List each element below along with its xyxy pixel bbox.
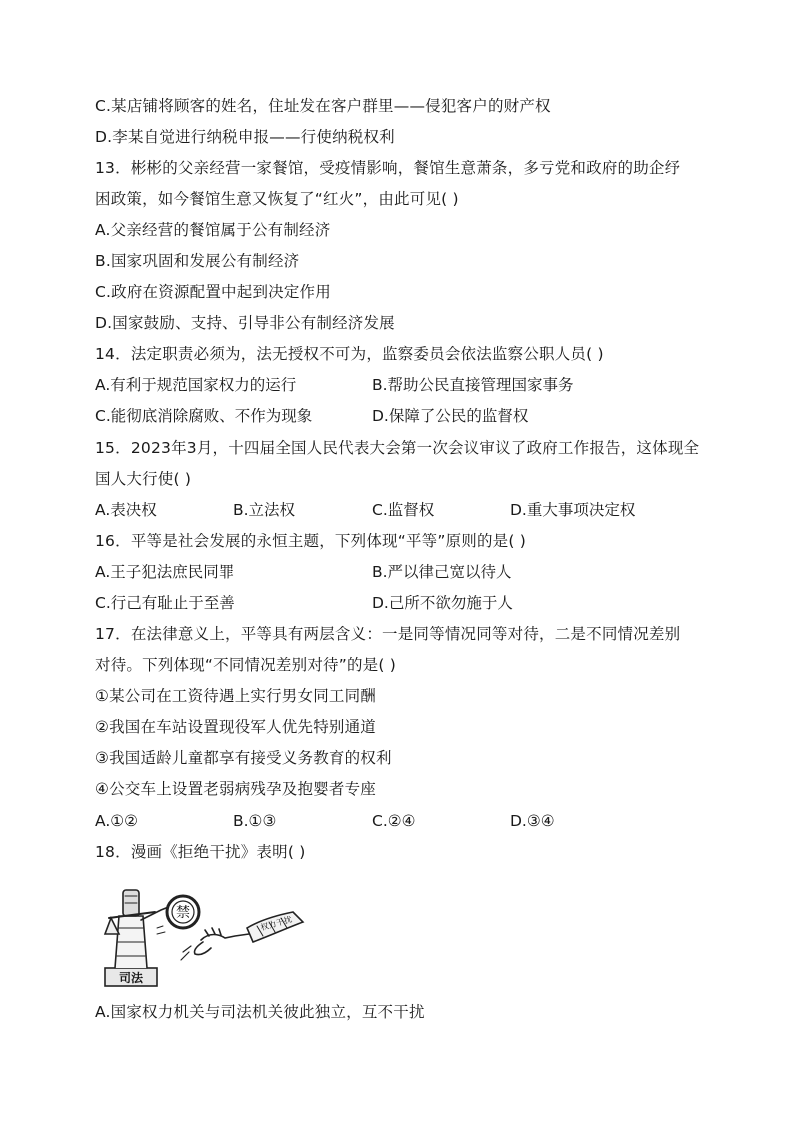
- cartoon-banner-text: 权力干扰: [259, 914, 293, 933]
- cartoon-base-text: 司法: [118, 971, 144, 985]
- q17-statement-2: ②我国在车站设置现役军人优先特别通道: [95, 718, 376, 736]
- q14-option-a: A.有利于规范国家权力的运行: [95, 376, 297, 394]
- q15-stem-line2: 国人大行使( ): [95, 470, 192, 488]
- q16-option-a: A.王子犯法庶民同罪: [95, 563, 235, 581]
- q14-stem: 14．法定职责必须为，法无授权不可为，监察委员会依法监察公职人员( ): [95, 345, 604, 363]
- q17-stem-line2: 对待。下列体现“不同情况差别对待”的是( ): [95, 656, 396, 674]
- q17-option-c: C.②④: [372, 812, 416, 830]
- q14-option-c: C.能彻底消除腐败、不作为现象: [95, 407, 313, 425]
- q12-option-c: C.某店铺将顾客的姓名，住址发在客户群里——侵犯客户的财产权: [95, 97, 551, 115]
- q18-option-a: A.国家权力机关与司法机关彼此独立，互不干扰: [95, 1003, 425, 1021]
- cartoon-illustration: [97, 876, 311, 988]
- q17-stem-line1: 17．在法律意义上，平等具有两层含义：一是同等情况同等对待，二是不同情况差别: [95, 625, 681, 643]
- q17-statement-3: ③我国适龄儿童都享有接受义务教育的权利: [95, 749, 392, 767]
- q17-option-a: A.①②: [95, 812, 139, 830]
- q17-option-d: D.③④: [510, 812, 555, 830]
- q14-option-b: B.帮助公民直接管理国家事务: [372, 376, 574, 394]
- q13-stem-line2: 困政策，如今餐馆生意又恢复了“红火”，由此可见( ): [95, 190, 459, 208]
- q14-option-d: D.保障了公民的监督权: [372, 407, 529, 425]
- q15-option-d: D.重大事项决定权: [510, 501, 636, 519]
- q16-option-c: C.行己有耻止于至善: [95, 594, 235, 612]
- q13-option-b: B.国家巩固和发展公有制经济: [95, 252, 300, 270]
- q13-option-a: A.父亲经营的餐馆属于公有制经济: [95, 221, 331, 239]
- q15-option-a: A.表决权: [95, 501, 157, 519]
- q16-stem: 16．平等是社会发展的永恒主题，下列体现“平等”原则的是( ): [95, 532, 527, 550]
- q15-option-b: B.立法权: [233, 501, 296, 519]
- q15-stem-line1: 15．2023年3月，十四届全国人民代表大会第一次会议审议了政府工作报告，这体现全: [95, 439, 700, 457]
- q17-option-b: B.①③: [233, 812, 277, 830]
- q17-statement-4: ④公交车上设置老弱病残孕及抱婴者专座: [95, 780, 376, 798]
- q16-option-b: B.严以律己宽以待人: [372, 563, 512, 581]
- q13-option-d: D.国家鼓励、支持、引导非公有制经济发展: [95, 314, 395, 332]
- cartoon-sign-text: 禁: [176, 905, 190, 921]
- q15-option-c: C.监督权: [372, 501, 435, 519]
- q13-stem-line1: 13．彬彬的父亲经营一家餐馆，受疫情影响，餐馆生意萧条，多亏党和政府的助企纾: [95, 159, 681, 177]
- q18-stem: 18．漫画《拒绝干扰》表明( ): [95, 843, 306, 861]
- q17-statement-1: ①某公司在工资待遇上实行男女同工同酬: [95, 687, 376, 705]
- q13-option-c: C.政府在资源配置中起到决定作用: [95, 283, 331, 301]
- q16-option-d: D.己所不欲勿施于人: [372, 594, 513, 612]
- q12-option-d: D.李某自觉进行纳税申报——行使纳税权利: [95, 128, 395, 146]
